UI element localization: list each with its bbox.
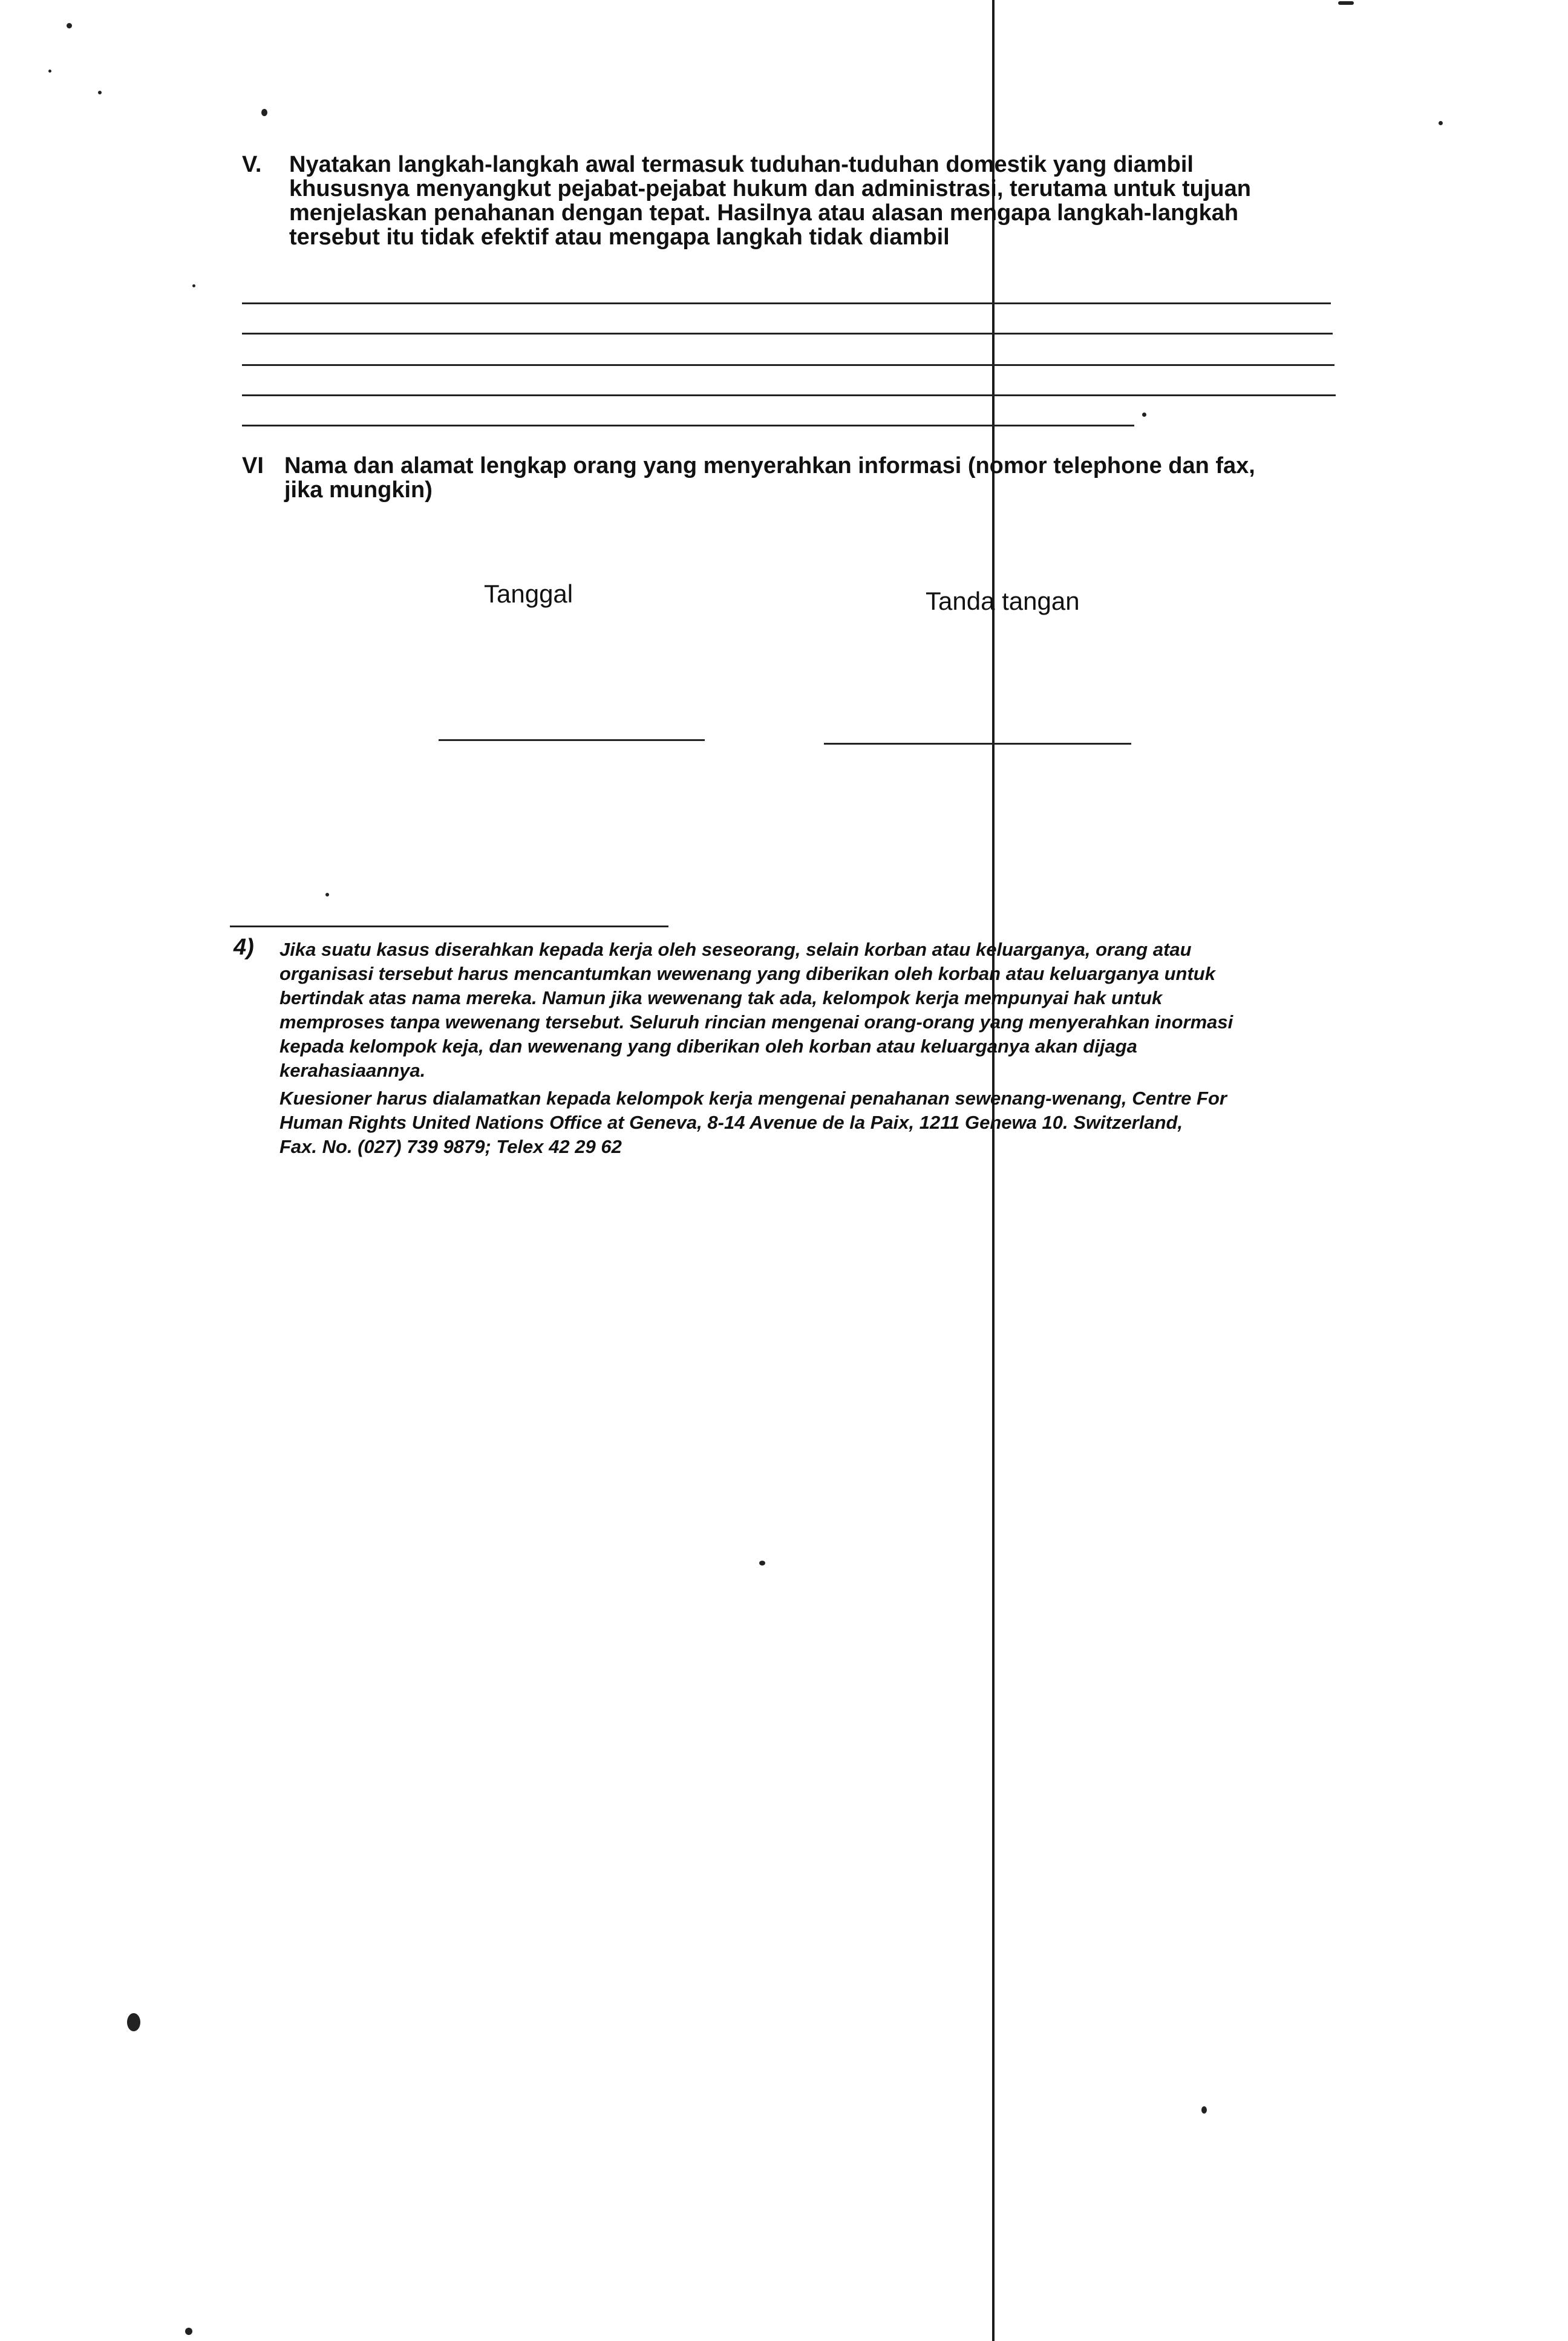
scan-speck (98, 91, 102, 94)
footnote-line: organisasi tersebut harus mencantumkan wewenang yang diberikan oleh korban atau keluarganya untuk (279, 963, 1215, 984)
scan-speck (261, 109, 267, 116)
footnote-line: Jika suatu kasus diserahkan kepada kerja oleh seseorang, selain korban atau keluarganya, orang atau (279, 939, 1192, 960)
scan-speck (67, 23, 72, 28)
scan-speck (325, 893, 329, 896)
footnote-line: kerahasiaannya. (279, 1060, 426, 1081)
section-vi-line: jika mungkin) (284, 477, 433, 503)
section-v-number: V. (242, 152, 262, 177)
answer-line[interactable] (242, 302, 1331, 304)
footnote-address-line: Fax. No. (027) 739 9879; Telex 42 29 62 (279, 1136, 622, 1157)
footnote-line: kepada kelompok keja, dan wewenang yang diberikan oleh korban atau keluarganya akan dijaga (279, 1036, 1137, 1057)
date-field-line[interactable] (439, 739, 705, 741)
footnote-address-line: Kuesioner harus dialamatkan kepada kelompok kerja mengenai penahanan sewenang-wenang, Centre For (279, 1088, 1227, 1109)
scan-speck (1201, 2106, 1207, 2114)
section-vi-question (284, 454, 1343, 502)
scan-speck (1142, 413, 1146, 417)
scan-speck (1439, 121, 1443, 125)
scan-fold-line (992, 0, 995, 2341)
section-v-question (289, 152, 1343, 249)
answer-line[interactable] (242, 394, 1336, 396)
scan-speck (759, 1561, 765, 1566)
scan-speck (192, 284, 195, 287)
footnote-line: bertindak atas nama mereka. Namun jika wewenang tak ada, kelompok kerja mempunyai hak untuk (279, 987, 1163, 1008)
section-v-line: khususnya menyangkut pejabat-pejabat hukum dan administrasi, terutama untuk tujuan (289, 176, 1251, 201)
answer-line[interactable] (242, 333, 1333, 335)
footnote-text (279, 938, 1335, 1159)
footnote-address-line: Human Rights United Nations Office at Geneva, 8-14 Avenue de la Paix, 1211 Genewa 10. Switzerland, (279, 1112, 1183, 1133)
section-v-line: menjelaskan penahanan dengan tepat. Hasilnya atau alasan mengapa langkah-langkah (289, 200, 1239, 226)
section-vi-line: Nama dan alamat lengkap orang yang menyerahkan informasi (nomor telephone dan fax, (284, 453, 1255, 478)
scan-speck (185, 2328, 192, 2335)
section-v-line: tersebut itu tidak efektif atau mengapa langkah tidak diambil (289, 224, 950, 250)
section-vi-number: VI (242, 453, 264, 478)
scan-speck (1338, 1, 1354, 5)
footnote-line: memproses tanpa wewenang tersebut. Seluruh rincian mengenai orang-orang yang menyerahkan inormasi (279, 1011, 1233, 1033)
answer-line[interactable] (242, 425, 1134, 426)
signature-label: Tanda tangan (926, 587, 1080, 615)
date-label: Tanggal (484, 580, 573, 608)
scan-speck (48, 70, 51, 73)
answer-line[interactable] (242, 364, 1334, 366)
footnote-marker: 4) (234, 935, 254, 960)
scan-speck (127, 2013, 140, 2031)
signature-field-line[interactable] (824, 743, 1131, 745)
section-v-line: Nyatakan langkah-langkah awal termasuk tuduhan-tuduhan domestik yang diambil (289, 152, 1194, 177)
footnote-divider (230, 926, 668, 927)
